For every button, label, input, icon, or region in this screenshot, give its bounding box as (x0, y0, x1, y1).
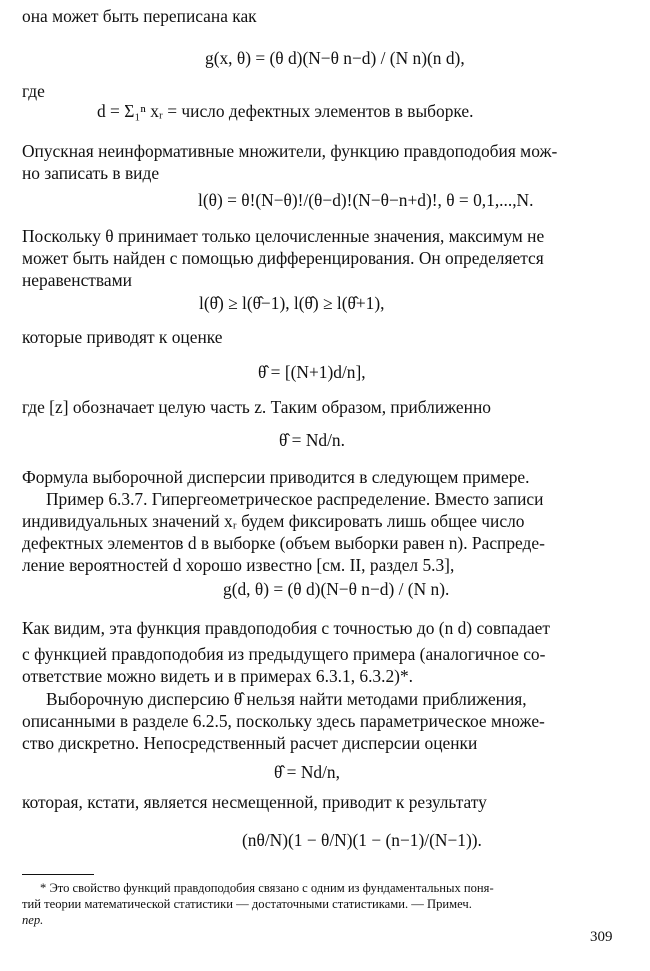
text-line: Как видим, эта функция правдоподобия с точностью до (n d) совпадает (22, 618, 550, 638)
text-line: которая, кстати, является несмещенной, приводит к результату (22, 792, 487, 812)
text-line: которые приводят к оценке (22, 327, 223, 347)
text-line: где (22, 81, 45, 101)
footnote-line: * Это свойство функций правдоподобия связано с одним из фундаментальных поня- (40, 881, 494, 895)
formula-variance: (nθ/N)(1 − θ/N)(1 − (n−1)/(N−1)). (242, 830, 482, 850)
formula-g-x-theta: g(x, θ) = (θ d)(N−θ n−d) / (N n)(n d), (205, 48, 465, 68)
text-line: неравенствами (22, 270, 132, 290)
text-line: дефектных элементов d в выборке (объем выборки равен n). Распреде- (22, 533, 545, 553)
text-line: описанными в разделе 6.2.5, поскольку здесь параметрическое множе- (22, 711, 545, 731)
text-line: она может быть переписана как (22, 6, 257, 26)
footnote-line: тий теории математической статистики — достаточными статистиками. — Примеч. (22, 897, 472, 911)
text-line: индивидуальных значений xᵣ будем фиксировать лишь общее число (22, 511, 525, 531)
formula-theta-hat-integer: θ̂ = [(N+1)d/n], (258, 362, 366, 382)
text-line: где [z] обозначает целую часть z. Таким образом, приближенно (22, 397, 491, 417)
text-line: ство дискретно. Непосредственный расчет дисперсии оценки (22, 733, 478, 753)
text-line: ответствие можно видеть и в примерах 6.3.1, 6.3.2)*. (22, 666, 414, 686)
footnote-line: пер. (22, 913, 44, 927)
formula-l-theta: l(θ) = θ!(N−θ)!/(θ−d)!(N−θ−n+d)!, θ = 0,1,...,N. (198, 190, 534, 210)
formula-theta-hat-approx: θ̂ = Nd/n. (279, 430, 345, 450)
formula-estimator: θ̂ = Nd/n, (274, 762, 340, 782)
text-line: ление вероятностей d хорошо известно [см. II, раздел 5.3], (22, 555, 455, 575)
text-line: но записать в виде (22, 163, 160, 183)
text-line: Формула выборочной дисперсии приводится в следующем примере. (22, 467, 530, 487)
text-line: может быть найден с помощью дифференцирования. Он определяется (22, 248, 544, 268)
example-heading-line: Пример 6.3.7. Гипергеометрическое распределение. Вместо записи (46, 489, 544, 509)
text-line: с функцией правдоподобия из предыдущего примера (аналогичное со- (22, 644, 546, 664)
footnote-divider (22, 874, 94, 875)
text-line: Опускная неинформативные множители, функцию правдоподобия мож- (22, 141, 558, 161)
text-line: Поскольку θ принимает только целочисленные значения, максимум не (22, 226, 545, 246)
text-line: Выборочную дисперсию θ̂ нельзя найти методами приближения, (46, 689, 527, 709)
page-number: 309 (590, 929, 613, 945)
formula-d-sum: d = Σ₁ⁿ xᵣ = число дефектных элементов в выборке. (97, 101, 474, 121)
formula-g-d-theta: g(d, θ) = (θ d)(N−θ n−d) / (N n). (223, 579, 450, 599)
formula-inequalities: l(θ̂) ≥ l(θ̂−1), l(θ̂) ≥ l(θ̂+1), (199, 293, 385, 313)
